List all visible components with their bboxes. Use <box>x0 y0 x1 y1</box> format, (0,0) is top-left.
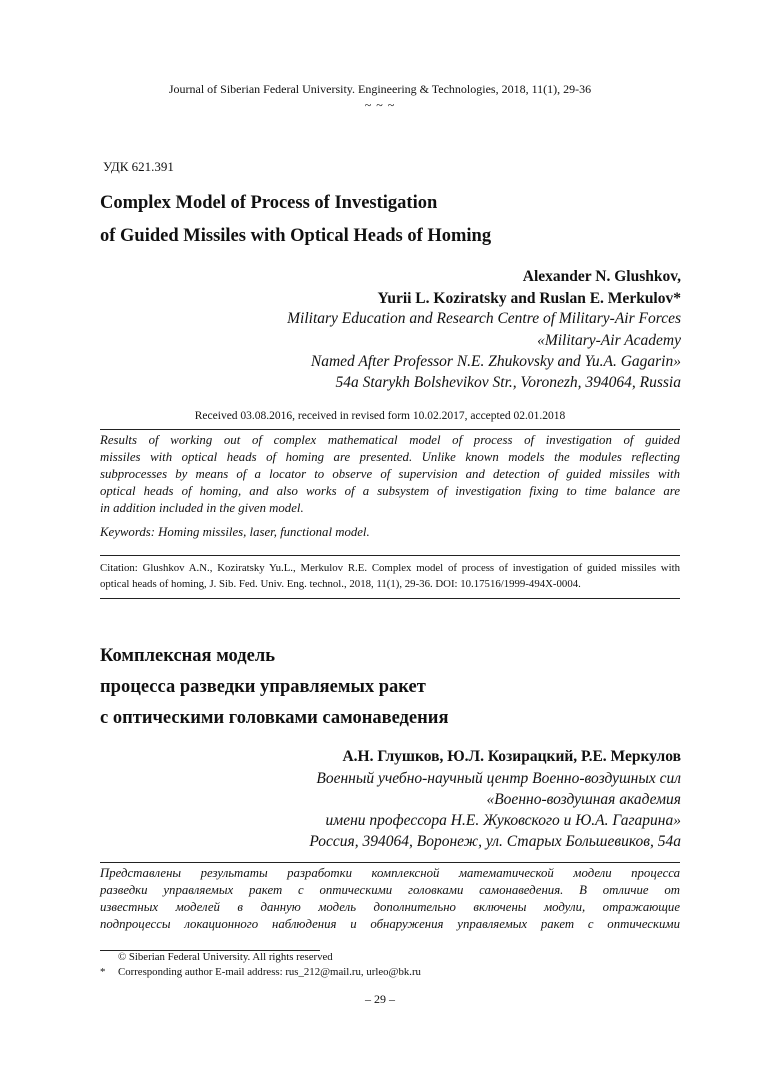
en-abstract <box>100 432 680 517</box>
ru-abstract <box>100 865 680 933</box>
ru-abstract-line-1: Представлены результаты разработки комплексной математической модели процесса <box>100 866 680 880</box>
citation-bottom-rule <box>100 598 680 599</box>
en-affiliation-line-1: Military Education and Research Centre of Military-Air Forces <box>287 310 681 327</box>
en-affiliation-line-4: 54a Starykh Bolshevikov Str., Voronezh, 394064, Russia <box>335 374 681 391</box>
abstract-top-rule <box>100 429 680 430</box>
ru-abstract-top-rule <box>100 862 680 863</box>
en-authors-line-2: Yurii L. Koziratsky and Ruslan E. Merkulov* <box>377 290 681 307</box>
ru-affiliation-line-4: Россия, 394064, Воронеж, ул. Старых Большевиков, 54а <box>309 833 681 850</box>
en-abstract-line-3: subprocesses by means of a locator to observe of supervision and detection of guided missiles with <box>100 467 680 481</box>
udk-code: УДК 621.391 <box>103 159 174 174</box>
en-affiliation-line-3: Named After Professor N.E. Zhukovsky and Yu.A. Gagarin» <box>310 353 681 370</box>
en-abstract-line-4: optical heads of homing, and also works of a subsystem of investigation fixing to time balance are <box>100 484 680 498</box>
footnote-copyright: © Siberian Federal University. All rights reserved <box>118 951 333 963</box>
ru-title-line-1: Комплексная модель <box>100 646 276 666</box>
header-separator: ~ ~ ~ <box>364 98 396 112</box>
ru-affiliation-line-3: имени профессора Н.Е. Жуковского и Ю.А. Гагарина» <box>325 812 681 829</box>
ru-abstract-line-4: подпроцессы локационного наблюдения и обнаружения управляемых ракет с оптическими <box>100 917 680 931</box>
en-title-line-1: Complex Model of Process of Investigation <box>100 193 438 213</box>
ru-authors: А.Н. Глушков, Ю.Л. Козирацкий, Р.Е. Меркулов <box>342 748 681 765</box>
ru-title-line-2: процесса разведки управляемых ракет <box>100 677 426 697</box>
en-title-line-2: of Guided Missiles with Optical Heads of Homing <box>100 226 492 246</box>
journal-header: Journal of Siberian Federal University. Engineering & Technologies, 2018, 11(1), 29-36 <box>168 82 592 96</box>
en-abstract-line-1: Results of working out of complex mathematical model of process of investigation of guided <box>100 433 680 447</box>
en-affiliation-line-2: «Military-Air Academy <box>537 332 681 349</box>
ru-affiliation-line-2: «Военно-воздушная академия <box>486 791 681 808</box>
ru-abstract-line-3: известных моделей в данную модель дополнительно включены модули, отражающие <box>100 900 680 914</box>
ru-title-line-3: с оптическими головками самонаведения <box>100 708 449 728</box>
ru-abstract-line-2: разведки управляемых ракет с оптическими головками самонаведения. В отличие от <box>100 883 680 897</box>
citation-line-1: Citation: Glushkov A.N., Koziratsky Yu.L., Merkulov R.E. Complex model of process of investigation of guided missiles with <box>100 562 680 574</box>
footnote-star: * <box>100 966 106 978</box>
received-dates: Received 03.08.2016, received in revised form 10.02.2017, accepted 02.01.2018 <box>194 410 566 422</box>
en-abstract-line-2: missiles with optical heads of homing are presented. Unlike known models the modules reflecting <box>100 450 680 464</box>
ru-affiliation-line-1: Военный учебно-научный центр Военно-воздушных сил <box>316 770 681 787</box>
citation-top-rule <box>100 555 680 556</box>
keywords: Keywords: Homing missiles, laser, functional model. <box>100 525 370 539</box>
en-abstract-line-5: in addition included in the given model. <box>100 501 304 515</box>
citation <box>100 560 680 592</box>
footnote-corresponding-author: Corresponding author E-mail address: rus_212@mail.ru, urleo@bk.ru <box>118 966 421 978</box>
en-authors-line-1: Alexander N. Glushkov, <box>522 268 681 285</box>
page-number: – 29 – <box>365 992 395 1006</box>
citation-line-2: optical heads of homing, J. Sib. Fed. Univ. Eng. technol., 2018, 11(1), 29-36. DOI: 10.17516/1999-494X-0004. <box>100 578 581 590</box>
